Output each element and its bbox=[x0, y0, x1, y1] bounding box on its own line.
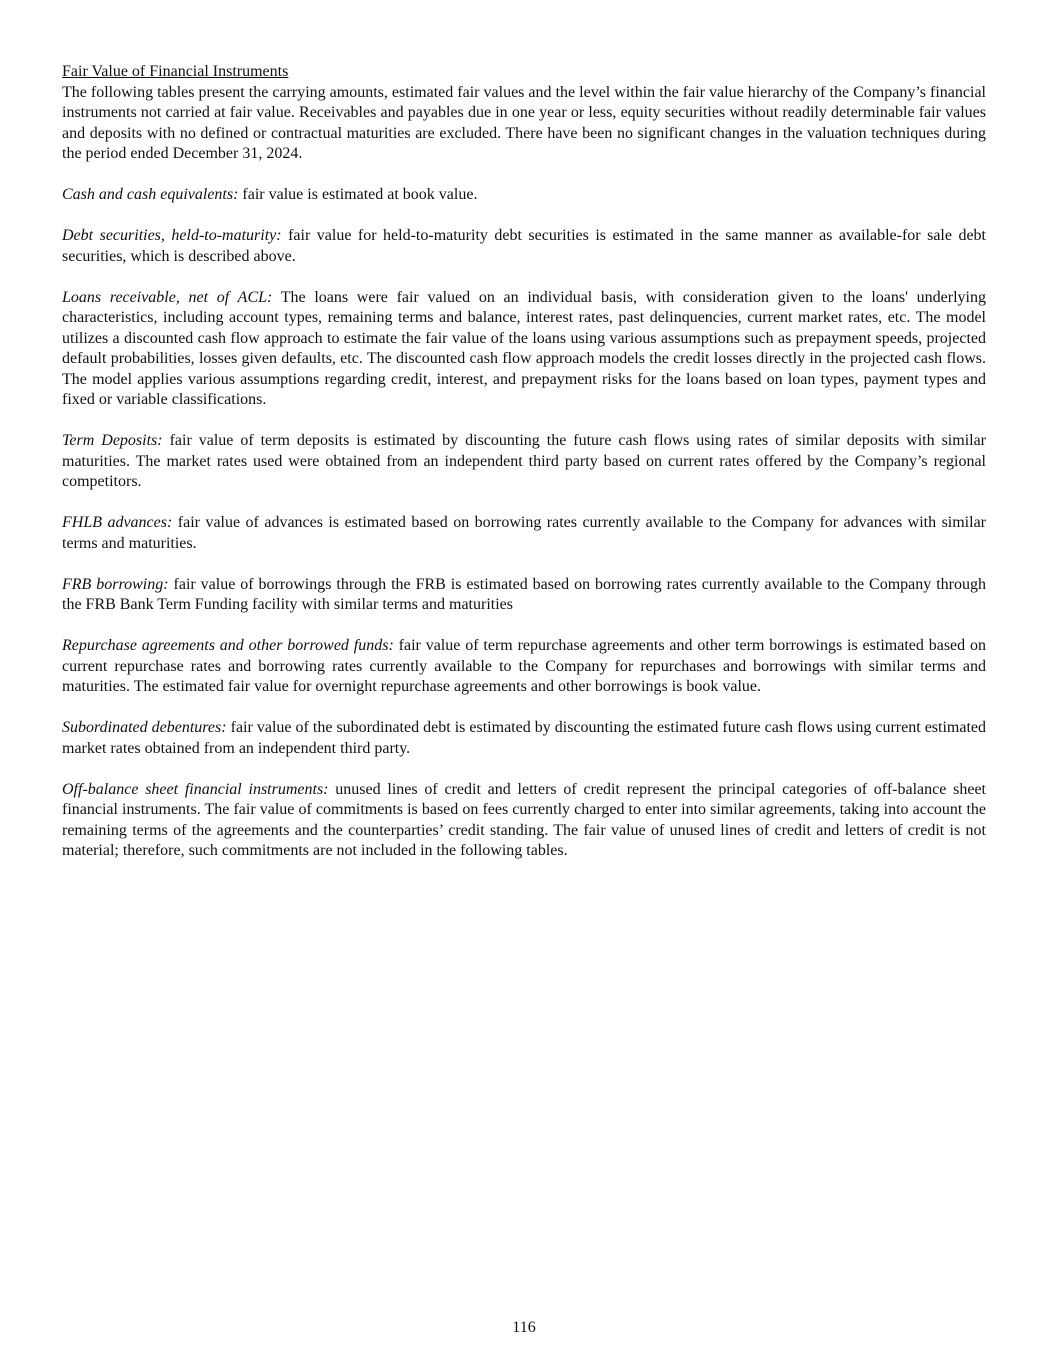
paragraph-text: fair value of advances is estimated based on borrowing rates currently available to the Company for advances with similar terms and maturities. bbox=[62, 514, 987, 552]
term-label: Cash and cash equivalents: bbox=[62, 186, 239, 203]
term-label: Debt securities, held-to-maturity: bbox=[62, 227, 282, 244]
paragraph-text: fair value of term deposits is estimated by discounting the future cash flows using rates of similar deposits with similar maturities. The market rates used were obtained from an independent third party based on current rates offered by the Company’s regional competitors. bbox=[62, 432, 987, 490]
term-label: FRB borrowing: bbox=[62, 575, 169, 593]
paragraph-loans-receivable bbox=[62, 288, 986, 411]
paragraph-frb-borrowing bbox=[62, 575, 986, 616]
paragraph-text: fair value of borrowings through the FRB is estimated based on borrowing rates currently available to the Company through the FRB Bank Term Funding facility with similar terms and maturities bbox=[62, 575, 987, 613]
paragraph-text: fair value of the subordinated debt is estimated by discounting the estimated future cash flows using current estimated market rates obtained from an independent third party. bbox=[62, 719, 987, 757]
paragraph-fhlb-advances bbox=[62, 513, 986, 554]
term-label: FHLB advances: bbox=[62, 514, 173, 531]
document-body bbox=[62, 62, 986, 882]
term-label: Term Deposits: bbox=[62, 432, 163, 449]
paragraph-text: The loans were fair valued on an individual basis, with consideration given to the loans' underlying characteristics, including account types, remaining terms and balance, interest rates, past delinquencies, current market rates, etc. The model utilizes a discounted cash flow approach to estimate the fair value of the loans using various assumptions such as prepayment speeds, projected default probabilities, losses given defaults, etc. The discounted cash flow approach models the credit losses directly in the projected cash flows. The model applies various assumptions regarding credit, interest, and prepayment risks for the loans based on loan types, payment types and fixed or variable classifications. bbox=[62, 288, 987, 408]
paragraph-cash-equivalents bbox=[62, 185, 986, 206]
page-number: 116 bbox=[512, 1319, 536, 1336]
term-label: Repurchase agreements and other borrowed funds: bbox=[62, 637, 394, 654]
term-label: Off-balance sheet financial instruments: bbox=[62, 780, 329, 798]
paragraph-text: fair value for held-to-maturity debt securities is estimated in the same manner as available-for sale debt securities, which is described above. bbox=[62, 227, 986, 265]
intro-paragraph: The following tables present the carrying amounts, estimated fair values and the level within the fair value hierarchy of the Company’s financial instruments not carried at fair value. Receivables and payables due in one year or less, equity securities without readily determinable fair values and deposits with no defined or contractual maturities are excluded. There have been no significant changes in the valuation techniques during the period ended December 31, 2024. bbox=[62, 83, 986, 162]
paragraph-term-deposits bbox=[62, 431, 986, 493]
paragraph-repurchase-agreements bbox=[62, 636, 986, 698]
section-title: Fair Value of Financial Instruments bbox=[62, 63, 289, 80]
paragraph-text: fair value is estimated at book value. bbox=[238, 186, 478, 203]
paragraph-text: fair value of term repurchase agreements and other term borrowings is estimated based on current repurchase rates and borrowing rates currently available to the Company for repurchases and borrowings with similar terms and maturities. The estimated fair value for overnight repurchase agreements and other borrowings is book value. bbox=[62, 637, 987, 695]
paragraph-subordinated-debentures bbox=[62, 718, 986, 759]
paragraph-off-balance-sheet bbox=[62, 780, 986, 862]
term-label: Subordinated debentures: bbox=[62, 719, 227, 736]
term-label: Loans receivable, net of ACL: bbox=[62, 288, 273, 306]
paragraph-debt-securities bbox=[62, 226, 986, 267]
paragraph-text: unused lines of credit and letters of credit represent the principal categories of off-balance sheet financial instruments. The fair value of commitments is based on fees currently charged to enter into similar agreements, taking into account the remaining terms of the agreements and the counterparties’ credit standing. The fair value of unused lines of credit and letters of credit is not material; therefore, such commitments are not included in the following tables. bbox=[62, 780, 986, 859]
